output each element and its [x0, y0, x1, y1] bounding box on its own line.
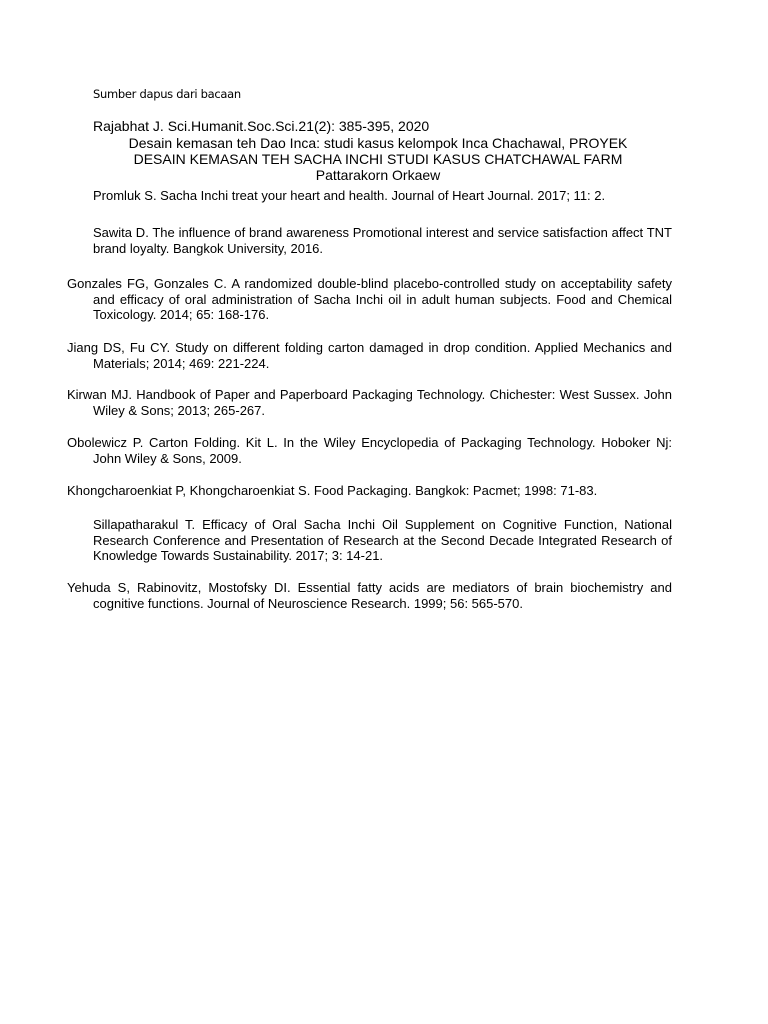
reference-item: Yehuda S, Rabinovitz, Mostofsky DI. Essential fatty acids are mediators of brain biochemistry and cognitive functions. Journal of Neuroscience Research. 1999; 56: 565-570.	[67, 580, 672, 611]
reference-item: Sawita D. The influence of brand awareness Promotional interest and service satisfaction affect TNT brand loyalty. Bangkok University, 2016.	[93, 225, 672, 256]
reference-item: Obolewicz P. Carton Folding. Kit L. In the Wiley Encyclopedia of Packaging Technology. Hoboker Nj: John Wiley & Sons, 2009.	[67, 435, 672, 466]
source-citation: Rajabhat J. Sci.Humanit.Soc.Sci.21(2): 385-395, 2020	[93, 118, 430, 134]
reference-item: Jiang DS, Fu CY. Study on different folding carton damaged in drop condition. Applied Mechanics and Materials; 2014; 469: 221-224.	[67, 340, 672, 371]
source-author: Pattarakorn Orkaew	[315, 167, 441, 183]
page-heading: Sumber dapus dari bacaan	[93, 87, 241, 101]
reference-item: Promluk S. Sacha Inchi treat your heart and health. Journal of Heart Journal. 2017; 11: 2.	[93, 188, 606, 203]
reference-item: Khongcharoenkiat P, Khongcharoenkiat S. Food Packaging. Bangkok: Pacmet; 1998: 71-83.	[67, 483, 598, 498]
reference-item: Gonzales FG, Gonzales C. A randomized double-blind placebo-controlled study on acceptability safety and efficacy of oral administration of Sacha Inchi oil in adult human subjects. Food and Chemical Toxicology. 2014; 65: 168-176.	[67, 276, 672, 322]
source-block	[93, 118, 663, 183]
reference-item: Sillapatharakul T. Efficacy of Oral Sacha Inchi Oil Supplement on Cognitive Function, National Research Conference and Presentation of Research at the Second Decade Integrated Research of Knowledge Towards Sustainability. 2017; 3: 14-21.	[93, 517, 672, 563]
source-title-line-1: Desain kemasan teh Dao Inca: studi kasus kelompok Inca Chachawal, PROYEK	[128, 135, 628, 151]
reference-item: Kirwan MJ. Handbook of Paper and Paperboard Packaging Technology. Chichester: West Sussex. John Wiley & Sons; 2013; 265-267.	[67, 387, 672, 418]
source-title-line-2: DESAIN KEMASAN TEH SACHA INCHI STUDI KASUS CHATCHAWAL FARM	[133, 151, 623, 167]
